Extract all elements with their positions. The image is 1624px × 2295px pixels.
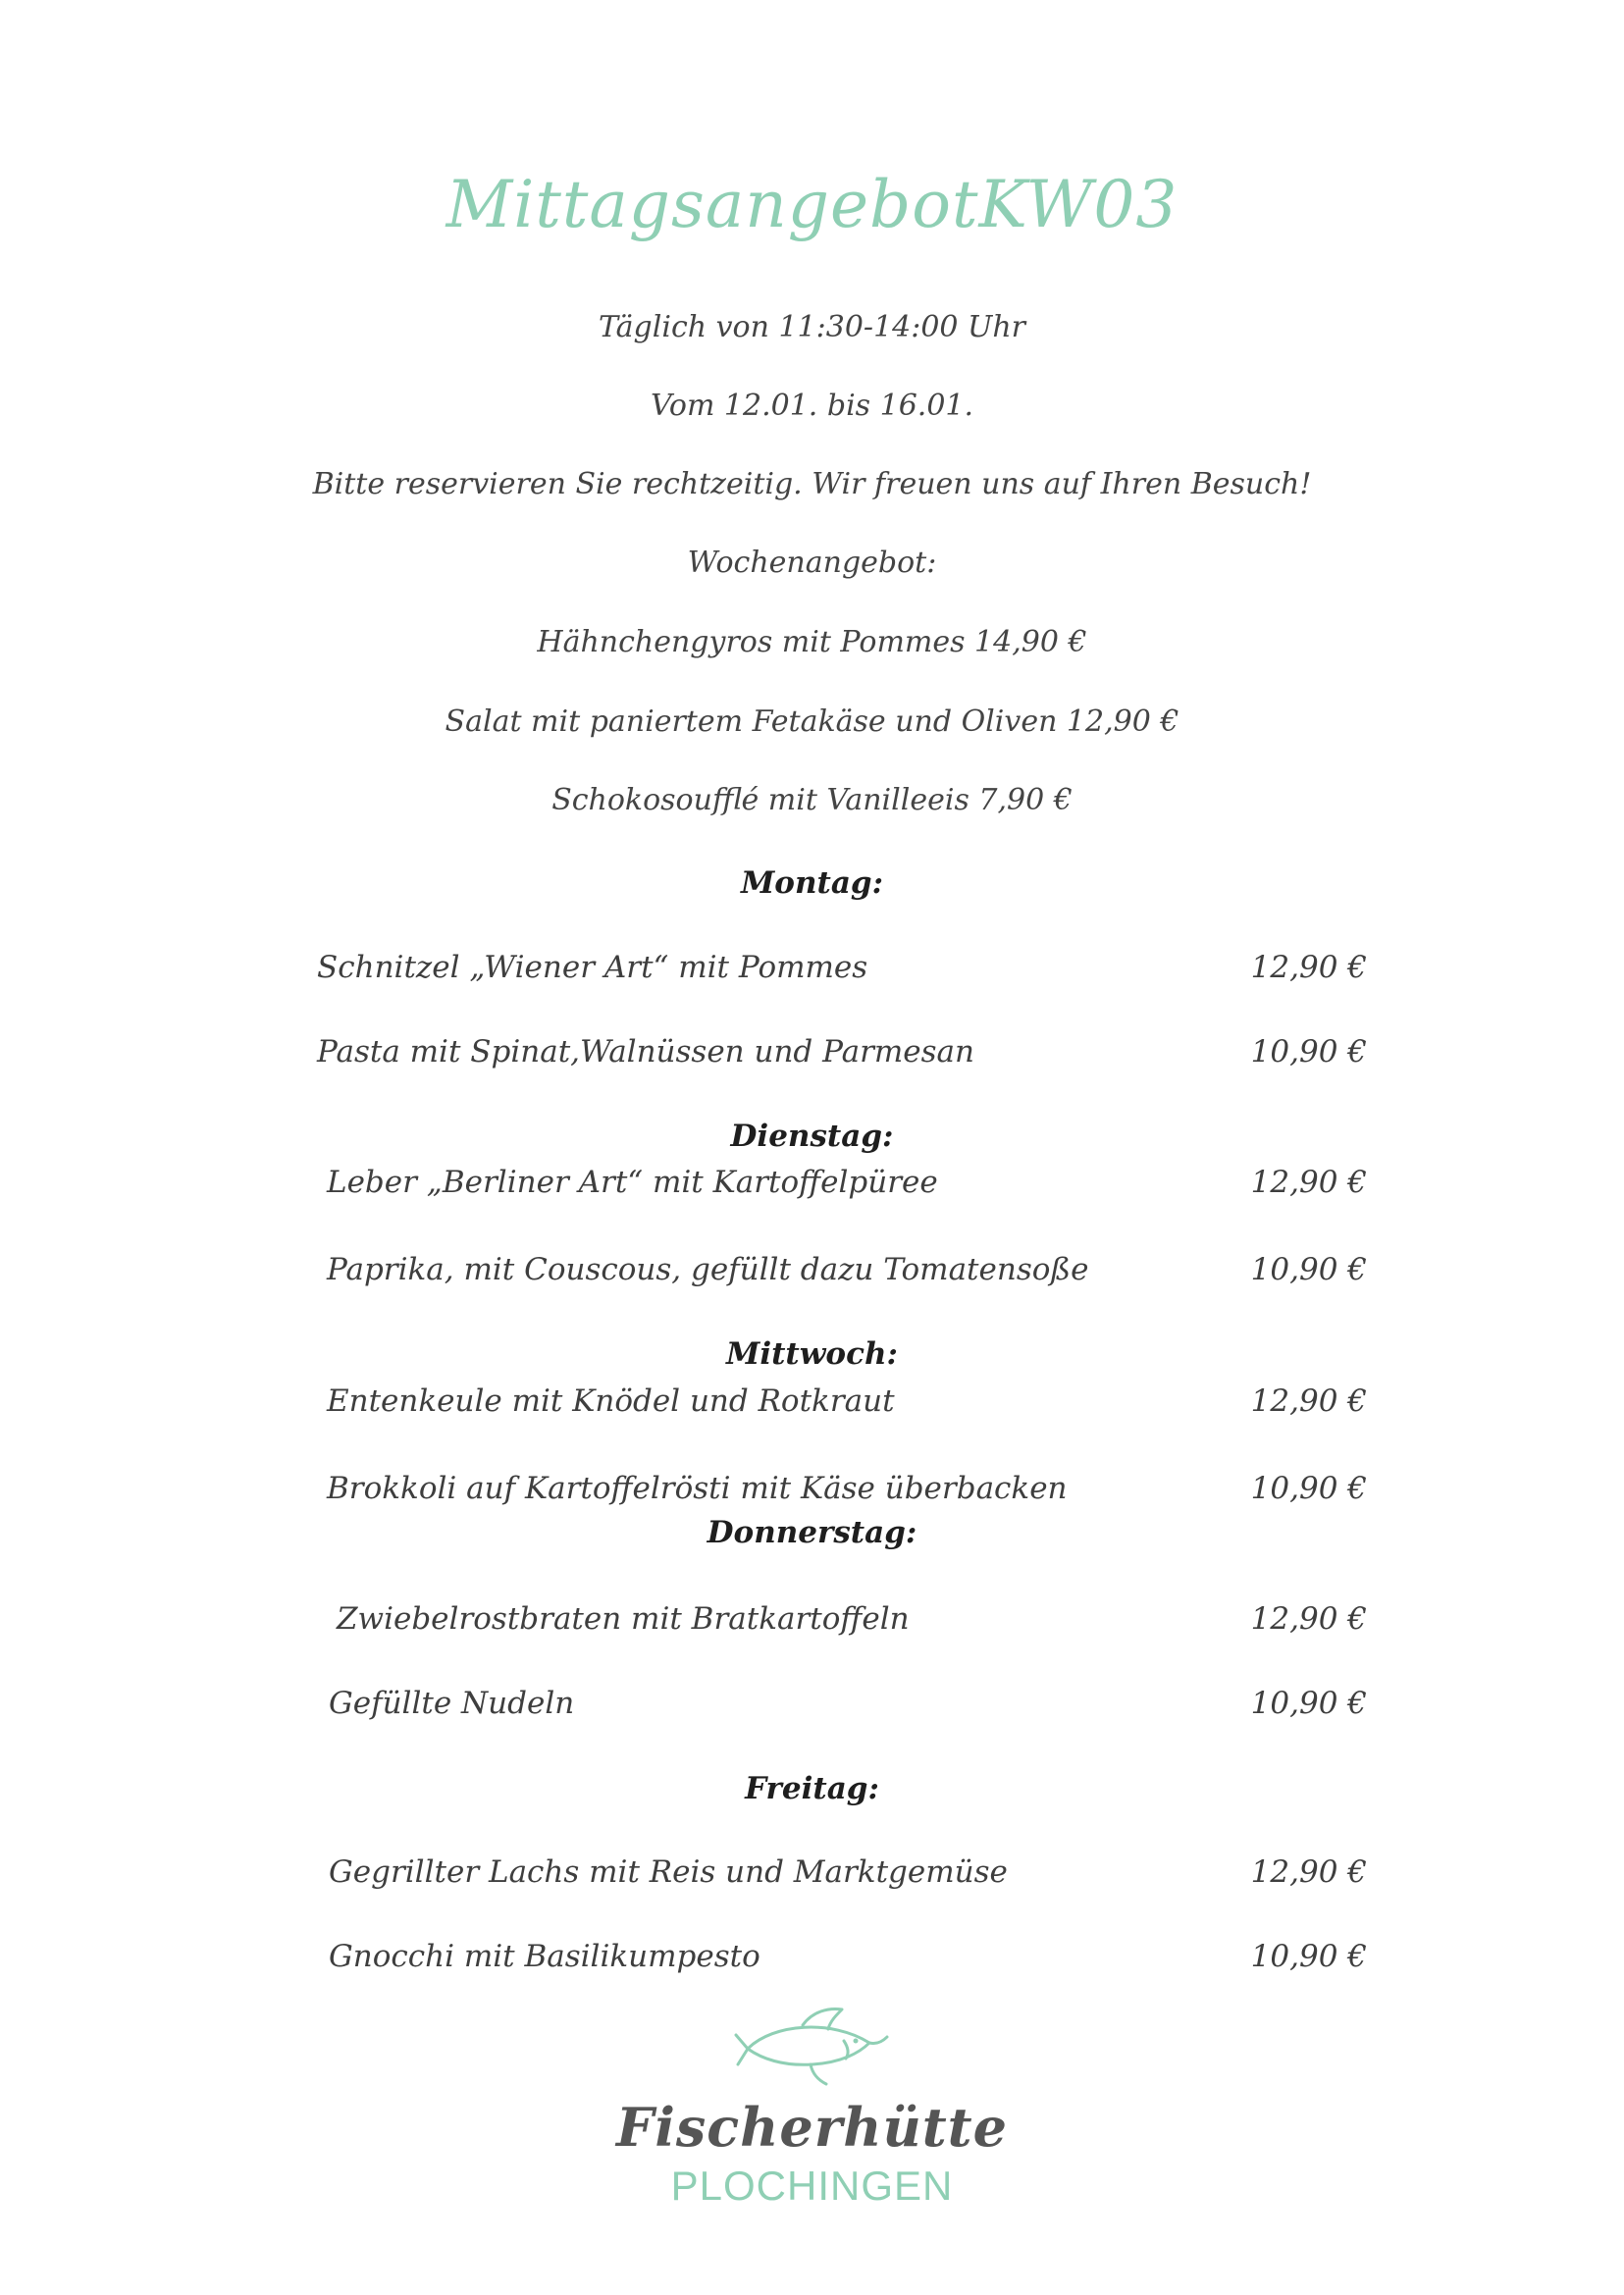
dish-price: 10,90 € xyxy=(1250,1939,1367,1974)
dish-price: 10,90 € xyxy=(1250,1471,1367,1506)
dish-price: 12,90 € xyxy=(1250,1601,1367,1637)
dish-price: 12,90 € xyxy=(1250,1383,1367,1419)
dish-name: Gegrillter Lachs mit Reis und Marktgemüse xyxy=(329,1854,1008,1890)
dish-name: Zwiebelrostbraten mit Bratkartoffeln xyxy=(337,1601,910,1637)
opening-hours: Täglich von 11:30-14:00 Uhr xyxy=(598,310,1025,344)
date-range: Vom 12.01. bis 16.01. xyxy=(650,389,974,423)
dish-name: Paprika, mit Couscous, gefüllt dazu Tomatensoße xyxy=(327,1252,1089,1287)
reservation-note: Bitte reservieren Sie rechtzeitig. Wir freuen uns auf Ihren Besuch! xyxy=(312,467,1312,501)
restaurant-logo xyxy=(0,2002,1624,2210)
dish-name: Gnocchi mit Basilikumpesto xyxy=(329,1939,760,1974)
day-heading-dienstag: Dienstag: xyxy=(730,1119,894,1154)
dish-name: Brokkoli auf Kartoffelrösti mit Käse überbacken xyxy=(327,1471,1068,1506)
dish-price: 10,90 € xyxy=(1250,1686,1367,1721)
dish-price: 12,90 € xyxy=(1250,950,1367,985)
day-heading-mittwoch: Mittwoch: xyxy=(726,1336,898,1372)
weekly-offer-item: Hähnchengyros mit Pommes 14,90 € xyxy=(537,625,1087,659)
day-heading-donnerstag: Donnerstag: xyxy=(707,1515,917,1550)
weekly-offer-heading: Wochenangebot: xyxy=(687,546,937,580)
weekly-offer-item: Schokosoufflé mit Vanilleeis 7,90 € xyxy=(551,783,1073,817)
page-title: MittagsangebotKW03 xyxy=(445,167,1179,242)
dish-price: 12,90 € xyxy=(1250,1854,1367,1890)
dish-price: 12,90 € xyxy=(1250,1165,1367,1200)
logo-city: PLOCHINGEN xyxy=(670,2163,954,2209)
fish-icon xyxy=(734,2002,891,2090)
dish-name: Leber „Berliner Art“ mit Kartoffelpüree xyxy=(327,1165,938,1200)
logo-name: Fischerhütte xyxy=(616,2096,1008,2159)
dish-name: Pasta mit Spinat,Walnüssen und Parmesan xyxy=(317,1034,974,1069)
dish-name: Schnitzel „Wiener Art“ mit Pommes xyxy=(317,950,868,985)
day-heading-montag: Montag: xyxy=(740,865,884,901)
day-heading-freitag: Freitag: xyxy=(745,1771,879,1806)
dish-price: 10,90 € xyxy=(1250,1034,1367,1069)
weekly-offer-item: Salat mit paniertem Fetakäse und Oliven 12,90 € xyxy=(445,704,1179,739)
dish-price: 10,90 € xyxy=(1250,1252,1367,1287)
dish-name: Gefüllte Nudeln xyxy=(329,1686,575,1721)
dish-name: Entenkeule mit Knödel und Rotkraut xyxy=(327,1383,895,1419)
